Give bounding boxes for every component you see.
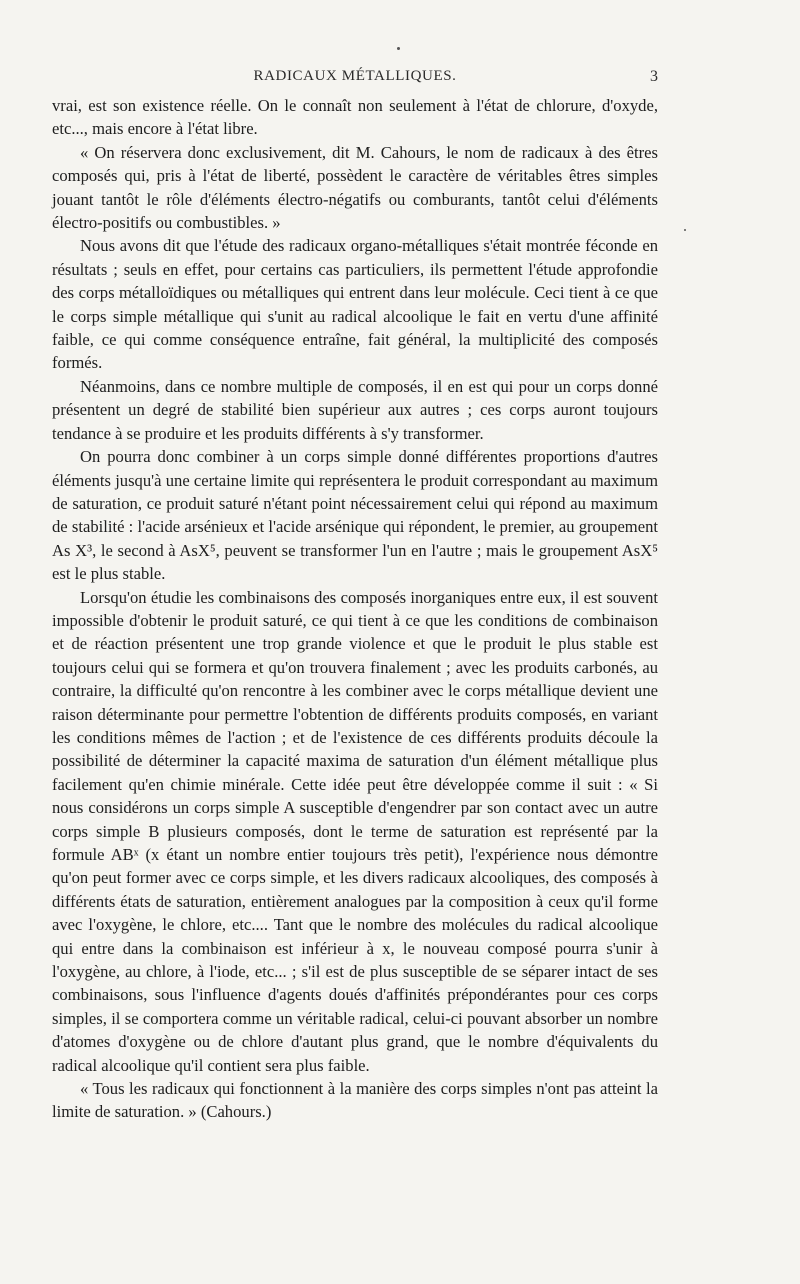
running-title: RADICAUX MÉTALLIQUES. — [253, 68, 457, 84]
running-header — [52, 68, 658, 90]
page-number: 3 — [650, 68, 658, 85]
paragraph: On pourra donc combiner à un corps simple donné différentes proportions d'autres éléments jusqu'à une certaine limite qui représentera le produit correspondant au maximum de saturation, ce produit saturé n'étant point nécessairement celui qui répond au maximum de stabilité : l'acide arsénieux et l'acide arsénique qui répondent, le premier, au groupement As X³, le second à AsX⁵, peuvent se transformer l'un en l'autre ; mais le groupement AsX⁵ est le plus stable. — [52, 447, 658, 584]
paragraph: Néanmoins, dans ce nombre multiple de composés, il en est qui pour un corps donné présentent un degré de stabilité bien supérieur aux autres ; ces corps auront toujours tendance à se produire et les produits différents à s'y transformer. — [52, 376, 658, 443]
paragraph: « Tous les radicaux qui fonctionnent à la manière des corps simples n'ont pas atteint la limite de saturation. » (Cahours.) — [52, 1079, 658, 1122]
paragraph: Lorsqu'on étudie les combinaisons des composés inorganiques entre eux, il est souvent impossible d'obtenir le produit saturé, ce qui tient à ce que les conditions de combinaison et de réaction présentent une trop grande violence et que le produit le plus stable est toujours celui qui se formera et qu'on trouvera finalement ; avec les produits carbonés, au contraire, la difficulté qu'on rencontre à les combiner avec le corps métallique devient une raison déterminante pour permettre l'obtention de différents produits composés, en variant les conditions mêmes de l'action ; et de l'existence de ces différents produits découle la possibilité de déterminer la capacité maxima de saturation d'un élément métallique plus facilement qu'en chimie minérale. Cette idée peut être développée comme il suit : « Si nous considérons un corps simple A susceptible d'engendrer par son contact avec un autre corps simple B plusieurs composés, dont le terme de saturation est représenté par la formule ABˣ (x étant un nombre entier toujours très petit), l'expérience nous démontre qu'on peut former avec ce corps simple, et les divers radicaux alcooliques, des composés à différents états de saturation, entièrement analogues par la composition à ceux qu'il forme avec l'oxygène, le chlore, etc.... Tant que le nombre des molécules du radical alcoolique qui entre dans la combinaison est inférieur à x, le nouveau composé pourra s'unir à l'oxygène, au chlore, à l'iode, etc... ; s'il est de plus susceptible de se séparer intact de ses combinaisons, sous l'influence d'agents doués d'affinités prépondérantes pour ces corps simples, il se comportera comme un véritable radical, celui-ci pouvant absorber un nombre d'atomes d'oxygène ou de chlore d'autant plus grand, que le nombre d'équivalents du radical alcoolique qu'il contient sera plus faible. — [52, 587, 658, 1075]
ink-speck — [397, 47, 400, 50]
body-text — [52, 94, 658, 1124]
paragraph: Nous avons dit que l'étude des radicaux organo-métalliques s'était montrée féconde en résultats ; seuls en effet, pour certains cas particuliers, ils permettent l'étude approfondie des corps métalloïdiques ou métalliques qui entrent dans leur molécule. Ceci tient à ce que le corps simple métallique qui s'unit au radical alcoolique le fait en vertu d'une affinité faible, ce qui comme conséquence entraîne, fait général, la multiplicité des composés formés. — [52, 236, 658, 373]
paragraph: vrai, est son existence réelle. On le connaît non seulement à l'état de chlorure, d'oxyde, etc..., mais encore à l'état libre. — [52, 96, 658, 139]
ink-speck — [684, 229, 686, 231]
paragraph: « On réservera donc exclusivement, dit M. Cahours, le nom de radicaux à des êtres composés qui, pris à l'état de liberté, possèdent le caractère de véritables êtres simples jouant tantôt le rôle d'éléments électro-négatifs ou comburants, tantôt celui d'éléments électro-positifs ou combustibles. » — [52, 142, 658, 233]
